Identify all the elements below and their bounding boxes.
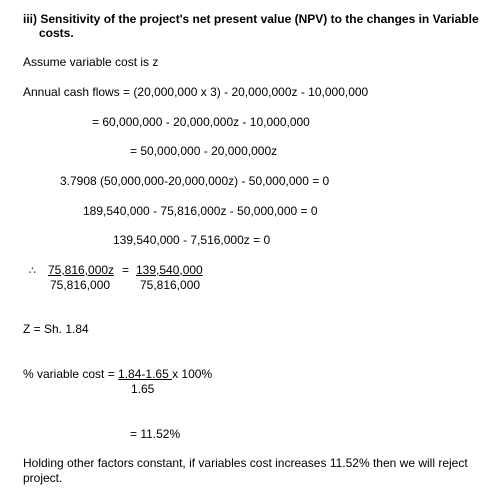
right-denominator: 75,816,000: [140, 278, 201, 292]
percentage-formula: [23, 367, 212, 381]
npv-equation-line1: 3.7908 (50,000,000-20,000,000z) - 50,000,000 = 0: [60, 174, 330, 188]
fraction-equals: =: [122, 263, 130, 277]
therefore-symbol: ∴: [29, 265, 36, 277]
percentage-prefix: % variable cost =: [23, 367, 119, 381]
assumption-text: Assume variable cost is z: [23, 55, 159, 69]
conclusion-line1: Holding other factors constant, if variables cost increases 11.52% then we will reject: [23, 456, 468, 470]
percentage-result: = 11.52%: [130, 427, 181, 441]
percentage-denominator: 1.65: [131, 382, 155, 396]
section-heading-line1: iii) Sensitivity of the project's net present value (NPV) to the changes in Variable: [23, 12, 479, 26]
cash-flows-line1: Annual cash flows = (20,000,000 x 3) - 20,000,000z - 10,000,000: [23, 85, 369, 99]
percentage-numerator: 1.84-1.65: [118, 367, 173, 381]
left-numerator: 75,816,000z: [48, 263, 115, 277]
z-result: Z = Sh. 1.84: [23, 322, 89, 336]
cash-flows-line3: = 50,000,000 - 20,000,000z: [130, 144, 278, 158]
right-numerator: 139,540,000: [136, 263, 203, 277]
section-heading-line2: costs.: [39, 26, 74, 40]
npv-equation-line2: 189,540,000 - 75,816,000z - 50,000,000 = 0: [83, 204, 318, 218]
conclusion-line2: project.: [23, 471, 63, 485]
npv-equation-line3: 139,540,000 - 7,516,000z = 0: [113, 233, 271, 247]
left-denominator: 75,816,000: [50, 278, 111, 292]
percentage-suffix: x 100%: [172, 367, 213, 381]
cash-flows-line2: = 60,000,000 - 20,000,000z - 10,000,000: [92, 115, 310, 129]
